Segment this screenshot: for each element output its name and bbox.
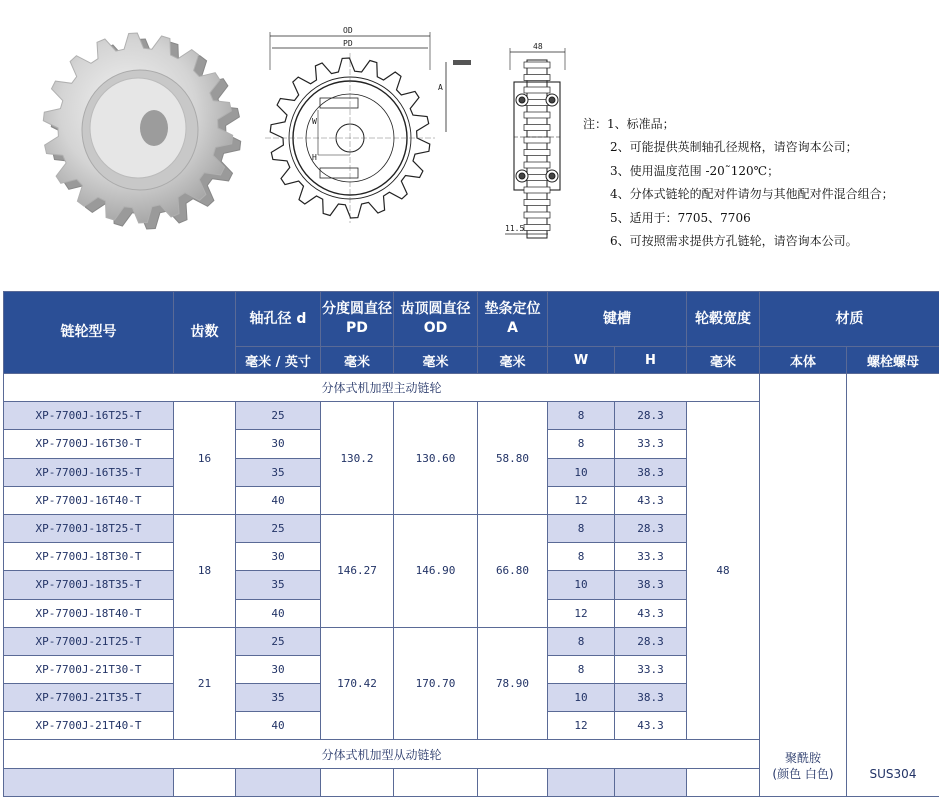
header-model: 链轮型号 xyxy=(4,292,174,374)
cell-w: 12 xyxy=(548,486,615,514)
dim-od: OD xyxy=(343,26,353,35)
cell-h: 33.3 xyxy=(615,430,687,458)
cell-w: 8 xyxy=(548,655,615,683)
cell-h: 33.3 xyxy=(615,655,687,683)
section-drive-title: 分体式机加型主动链轮 xyxy=(4,374,760,402)
cell-bore: 25 xyxy=(236,402,321,430)
cell-a: 58.80 xyxy=(478,402,548,515)
cell-bore: 30 xyxy=(236,430,321,458)
material-bolt: SUS304 xyxy=(847,374,939,797)
note-4: 4、分体式链轮的配对件请勿与其他配对件混合组合； xyxy=(583,183,894,206)
cell-h: 38.3 xyxy=(615,458,687,486)
header-hub: 轮毂宽度 xyxy=(687,292,760,347)
material-body-note: (颜色 白色) xyxy=(760,766,846,782)
subheader-bolt: 螺栓螺母 xyxy=(847,347,939,374)
dim-pd: PD xyxy=(343,39,353,48)
subheader-body: 本体 xyxy=(760,347,847,374)
cell-bore: 40 xyxy=(236,486,321,514)
cell-a: 78.90 xyxy=(478,627,548,740)
cell-w: 12 xyxy=(548,712,615,740)
cell-bore: 35 xyxy=(236,458,321,486)
dim-h: H xyxy=(312,153,317,162)
cell-h: 43.3 xyxy=(615,712,687,740)
cell-od: 130.60 xyxy=(394,402,478,515)
cell-h: 33.3 xyxy=(615,543,687,571)
cell-h: 38.3 xyxy=(615,571,687,599)
subheader-a-unit: 毫米 xyxy=(478,347,548,374)
cell-model: XP-7700J-21T30-T xyxy=(4,655,174,683)
cell-w: 8 xyxy=(548,430,615,458)
cell-w: 8 xyxy=(548,627,615,655)
dim-hub: 11.5 xyxy=(505,224,524,233)
cell-h: 38.3 xyxy=(615,684,687,712)
cell-model: XP-7700J-18T30-T xyxy=(4,543,174,571)
dim-w: W xyxy=(312,117,317,126)
cell-model: XP-7700J-18T25-T xyxy=(4,514,174,542)
header-keyway: 键槽 xyxy=(548,292,687,347)
cell-bore: 30 xyxy=(236,655,321,683)
cell-pd: 170.42 xyxy=(321,627,394,740)
cell-model: XP-7700J-21T40-T xyxy=(4,712,174,740)
cell-teeth: 21 xyxy=(174,627,236,740)
sprocket-front-view xyxy=(265,32,471,223)
header-a: 垫条定位 A xyxy=(478,292,548,347)
dim-width: 48 xyxy=(533,42,543,51)
cell-bore: 40 xyxy=(236,712,321,740)
subheader-hub-unit: 毫米 xyxy=(687,347,760,374)
cell-h: 28.3 xyxy=(615,627,687,655)
sprocket-side-view xyxy=(505,48,565,238)
cell-bore: 35 xyxy=(236,571,321,599)
material-body: 聚酰胺 xyxy=(760,750,846,766)
note-1: 注：1、标准品； xyxy=(583,113,894,136)
header-material: 材质 xyxy=(760,292,939,347)
header-bore: 轴孔径 d xyxy=(236,292,321,347)
note-6: 6、可按照需求提供方孔链轮，请咨询本公司。 xyxy=(583,230,894,253)
cell-h: 43.3 xyxy=(615,599,687,627)
cell-h: 28.3 xyxy=(615,514,687,542)
cell-w: 8 xyxy=(548,543,615,571)
cell-bore: 35 xyxy=(236,684,321,712)
note-2: 2、可能提供英制轴孔径规格，请咨询本公司； xyxy=(583,136,894,159)
cell-h: 28.3 xyxy=(615,402,687,430)
cell-bore: 30 xyxy=(236,543,321,571)
header-teeth: 齿数 xyxy=(174,292,236,374)
cell-hub-width: 48 xyxy=(687,402,760,740)
cell-bore: 25 xyxy=(236,627,321,655)
header-od: 齿顶圆直径 OD xyxy=(394,292,478,347)
cell-model: XP-7700J-16T25-T xyxy=(4,402,174,430)
spec-table xyxy=(3,291,939,797)
cell-w: 10 xyxy=(548,458,615,486)
cell-teeth: 16 xyxy=(174,402,236,515)
cell-model: XP-7700J-18T40-T xyxy=(4,599,174,627)
sprocket-3d-render xyxy=(43,33,240,229)
material-body-cell xyxy=(760,374,847,797)
subheader-pd-unit: 毫米 xyxy=(321,347,394,374)
cell-h: 43.3 xyxy=(615,486,687,514)
subheader-h: H xyxy=(615,347,687,374)
subheader-bore-unit: 毫米 / 英寸 xyxy=(236,347,321,374)
cell-w: 8 xyxy=(548,514,615,542)
cell-pd: 130.2 xyxy=(321,402,394,515)
cell-model: XP-7700J-16T30-T xyxy=(4,430,174,458)
section-driven-title: 分体式机加型从动链轮 xyxy=(4,740,760,768)
note-3: 3、使用温度范围 -20˜120℃； xyxy=(583,160,894,183)
subheader-od-unit: 毫米 xyxy=(394,347,478,374)
cell-teeth: 18 xyxy=(174,514,236,627)
cell-model: XP-7700J-16T40-T xyxy=(4,486,174,514)
cell-w: 10 xyxy=(548,684,615,712)
notes-block xyxy=(583,113,894,253)
cell-model: XP-7700J-21T25-T xyxy=(4,627,174,655)
dim-a: A xyxy=(438,83,443,92)
cell-a: 66.80 xyxy=(478,514,548,627)
header-pd: 分度圆直径 PD xyxy=(321,292,394,347)
cell-model: XP-7700J-16T35-T xyxy=(4,458,174,486)
cell-od: 170.70 xyxy=(394,627,478,740)
cell-bore: 40 xyxy=(236,599,321,627)
cell-w: 12 xyxy=(548,599,615,627)
cell-model: XP-7700J-18T35-T xyxy=(4,571,174,599)
cell-od: 146.90 xyxy=(394,514,478,627)
cell-bore: 25 xyxy=(236,514,321,542)
cell-w: 10 xyxy=(548,571,615,599)
note-5: 5、适用于：7705、7706 xyxy=(583,207,894,230)
cell-w: 8 xyxy=(548,402,615,430)
cell-pd: 146.27 xyxy=(321,514,394,627)
cell-model: XP-7700J-21T35-T xyxy=(4,684,174,712)
subheader-w: W xyxy=(548,347,615,374)
